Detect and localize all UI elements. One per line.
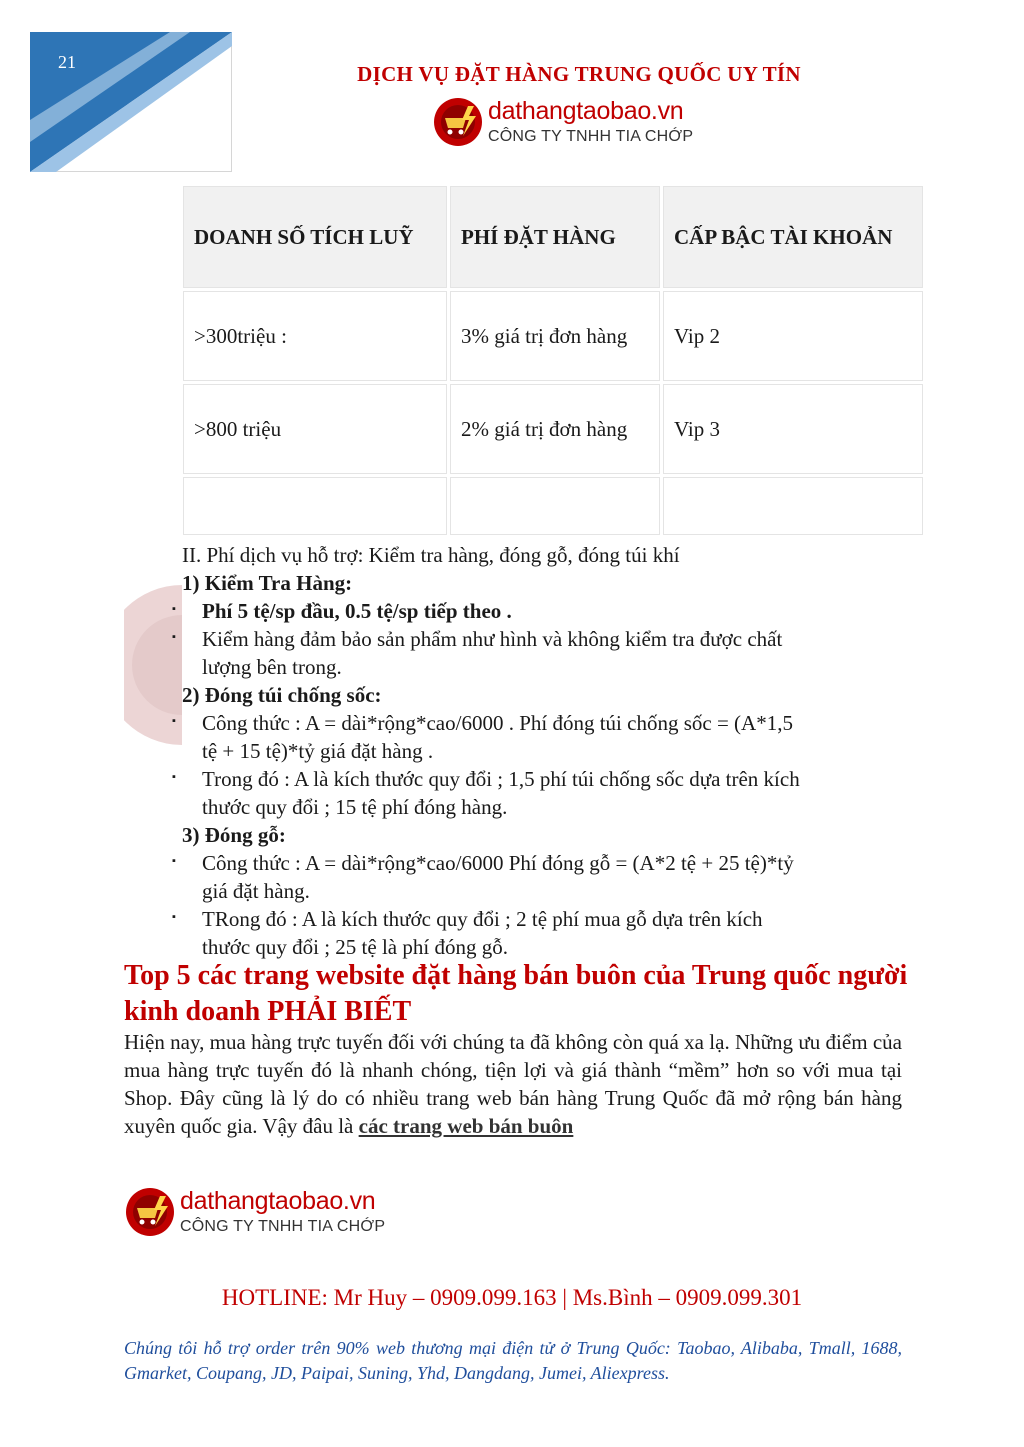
wooden-note-line2: thước quy đổi ; 25 tệ là phí đóng gỗ. bbox=[202, 935, 508, 959]
bullet-icon: ▪ bbox=[172, 715, 176, 727]
table-cell bbox=[663, 477, 923, 535]
bullet-icon: ▪ bbox=[172, 855, 176, 867]
shockproof-formula-line1: Công thức : A = dài*rộng*cao/6000 . Phí đóng túi chống sốc = (A*1,5 bbox=[202, 711, 793, 735]
bullet-icon: ▪ bbox=[172, 771, 176, 783]
logo-company-name: CÔNG TY TNHH TIA CHỚP bbox=[180, 1218, 386, 1235]
top5-heading: Top 5 các trang website đặt hàng bán buôn của Trung quốc người kinh doanh PHẢI BIẾT bbox=[124, 960, 908, 1027]
footer-note: Chúng tôi hỗ trợ order trên 90% web thương mại điện tử ở Trung Quốc: Taobao, Alibaba, Tmall, 1688, Gmarket, Coupang, JD, Paipai, Suning, Yhd, Dangdang, Jumei, Aliexpress. bbox=[124, 1338, 902, 1383]
shockproof-note-line2: thước quy đổi ; 15 tệ phí đóng hàng. bbox=[202, 795, 508, 819]
fee-table bbox=[180, 183, 926, 538]
table-header-row bbox=[183, 186, 923, 288]
shockproof-formula-line2: tệ + 15 tệ)*tỷ giá đặt hàng . bbox=[202, 739, 434, 763]
table-cell bbox=[450, 477, 660, 535]
check-fee-bullet: Phí 5 tệ/sp đầu, 0.5 tệ/sp tiếp theo . bbox=[202, 599, 512, 623]
check-note-line1: Kiểm hàng đảm bảo sản phẩm như hình và không kiểm tra được chất bbox=[202, 627, 783, 651]
table-cell: Vip 2 bbox=[663, 291, 923, 381]
table-cell: 3% giá trị đơn hàng bbox=[450, 291, 660, 381]
section2-title: II. Phí dịch vụ hỗ trợ: Kiểm tra hàng, đóng gỗ, đóng túi khí bbox=[182, 543, 680, 567]
table-cell bbox=[183, 477, 447, 535]
hotline: HOTLINE: Mr Huy – 0909.099.163 | Ms.Bình – 0909.099.301 bbox=[221, 1285, 803, 1310]
top5-paragraph-text: Hiện nay, mua hàng trực tuyến đối với chúng ta đã không còn quá xa lạ. Những ưu điểm của mua hàng trực tuyến đó là nhanh chóng, tiện lợi và giá thành “mềm” hơn so với mua tại Shop. Đây cũng là lý do có nhiều trang web bán hàng Trung Quốc đã mở rộng bán hàng xuyên quốc gia. Vậy đâu là bbox=[124, 1030, 902, 1138]
shockproof-note-line1: Trong đó : A là kích thước quy đổi ; 1,5 phí túi chống sốc dựa trên kích bbox=[202, 767, 800, 791]
table-row bbox=[183, 291, 923, 381]
subsection-shockproof: 2) Đóng túi chống sốc: bbox=[182, 683, 382, 707]
subsection-check: 1) Kiểm Tra Hàng: bbox=[182, 571, 353, 595]
table-row bbox=[183, 384, 923, 474]
header-logo bbox=[432, 96, 693, 148]
logo-mark-icon bbox=[432, 96, 484, 148]
wooden-formula-line1: Công thức : A = dài*rộng*cao/6000 Phí đóng gỗ = (A*2 tệ + 25 tệ)*tỷ bbox=[202, 851, 794, 875]
wooden-formula-line2: giá đặt hàng. bbox=[202, 879, 310, 903]
table-header-cell: DOANH SỐ TÍCH LUỸ bbox=[183, 186, 447, 288]
check-note-line2: lượng bên trong. bbox=[202, 655, 342, 679]
table-cell: 2% giá trị đơn hàng bbox=[450, 384, 660, 474]
page-number: 21 bbox=[58, 52, 76, 72]
table-cell: Vip 3 bbox=[663, 384, 923, 474]
logo-site-name: dathangtaobao.vn bbox=[488, 97, 684, 125]
bullet-icon: ▪ bbox=[172, 911, 176, 923]
top5-paragraph bbox=[124, 1028, 902, 1140]
table-header-cell: PHÍ ĐẶT HÀNG bbox=[450, 186, 660, 288]
wholesale-sites-link[interactable]: các trang web bán buôn bbox=[358, 1114, 574, 1138]
wooden-note-line1: TRong đó : A là kích thước quy đổi ; 2 tệ phí mua gỗ dựa trên kích bbox=[202, 907, 763, 931]
footer-logo bbox=[124, 1186, 385, 1238]
table-cell: >800 triệu bbox=[183, 384, 447, 474]
table-header-cell: CẤP BẬC TÀI KHOẢN bbox=[663, 186, 923, 288]
table-row bbox=[183, 477, 923, 535]
logo-site-name: dathangtaobao.vn bbox=[180, 1187, 376, 1215]
logo-company-name: CÔNG TY TNHH TIA CHỚP bbox=[488, 128, 694, 145]
header-title: DỊCH VỤ ĐẶT HÀNG TRUNG QUỐC UY TÍN bbox=[357, 62, 801, 86]
bullet-icon: ▪ bbox=[172, 631, 176, 643]
bullet-icon: ▪ bbox=[172, 603, 176, 615]
subsection-wooden: 3) Đóng gỗ: bbox=[182, 823, 286, 847]
logo-mark-icon bbox=[124, 1186, 176, 1238]
table-cell: >300triệu : bbox=[183, 291, 447, 381]
